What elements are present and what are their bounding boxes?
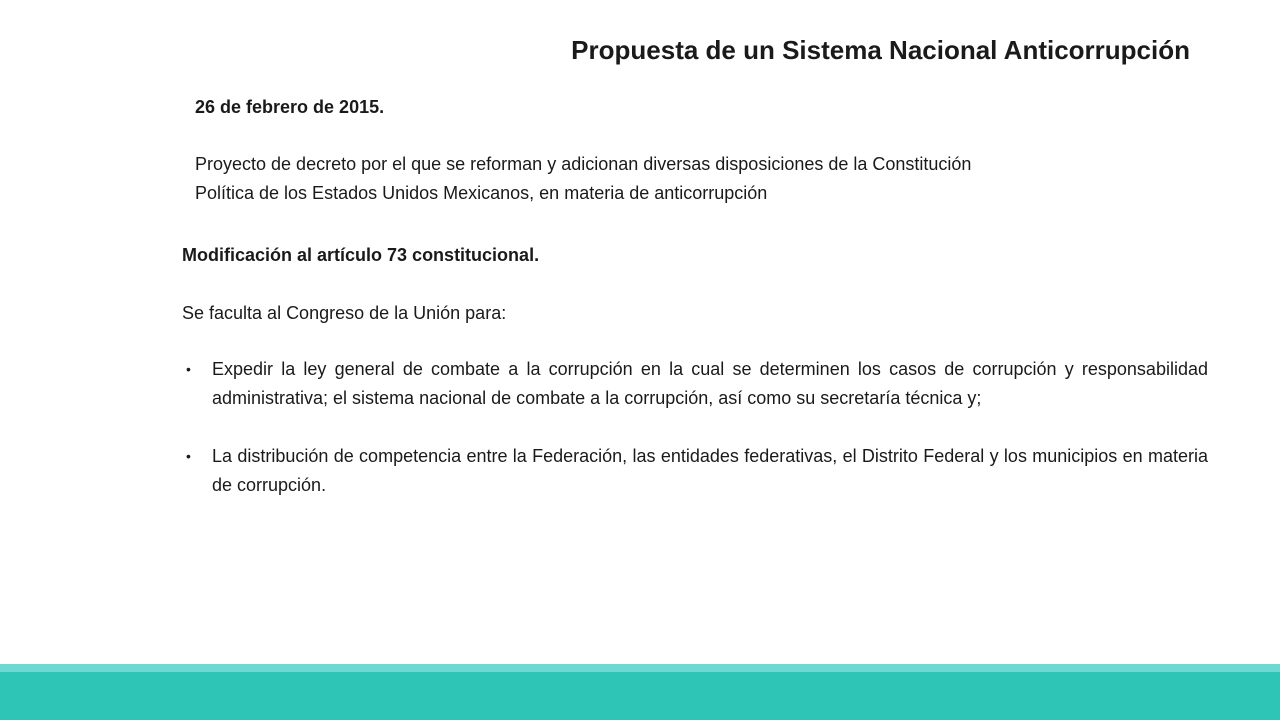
date-line: 26 de febrero de 2015.: [195, 97, 385, 117]
intro-line-1: Proyecto de decreto por el que se reforman y adicionan diversas disposiciones de la Constitución: [195, 154, 972, 174]
section-heading: Modificación al artículo 73 constitucional.: [182, 245, 540, 265]
slide-title: Propuesta de un Sistema Nacional Anticorrupción: [571, 35, 1190, 65]
bullet-text-1: Expedir la ley general de combate a la corrupción en la cual se determinen los casos de corrupción y responsabilidad administrativa; el sistema nacional de combate a la corrupción, así como su secretaría técnica y;: [212, 359, 1208, 408]
intro-paragraph: [195, 150, 1195, 208]
bullet-icon: •: [186, 448, 191, 464]
bullet-item-2: [182, 442, 1208, 500]
bullet-text-2: La distribución de competencia entre la Federación, las entidades federativas, el Distrito Federal y los municipios en materia de corrupción.: [212, 446, 1208, 495]
footer-accent-stripe: [0, 664, 1280, 672]
bullet-list: [182, 355, 1208, 500]
bullet-item-1: [182, 355, 1208, 413]
lead-text: Se faculta al Congreso de la Unión para:: [182, 303, 507, 323]
bullet-icon: •: [186, 361, 191, 377]
footer-bar: [0, 672, 1280, 720]
intro-line-2: Política de los Estados Unidos Mexicanos, en materia de anticorrupción: [195, 183, 768, 203]
